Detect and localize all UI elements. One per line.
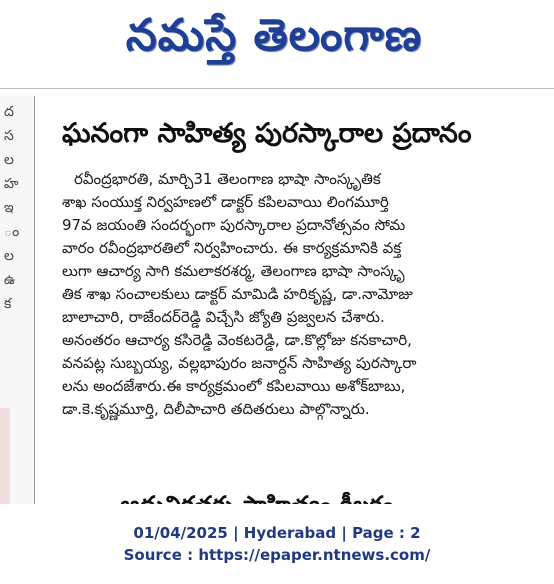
adjacent-column-glyph: ఉ xyxy=(4,272,16,288)
adjacent-column xyxy=(0,96,34,504)
article-line: రవీంద్రభారతి, మార్చి31 తెలంగాణ భాషా సాంస్కృతిక xyxy=(74,170,381,188)
column-divider xyxy=(34,96,35,504)
article-line: 97వ జయంతి సందర్భంగా పురస్కారాల ప్రదానోత్సవం సోమ xyxy=(62,216,406,234)
source-footer xyxy=(0,504,554,584)
article-line: వనపట్ల సుబ్బయ్య, వల్లభాపురం జనార్దన్ సాహిత్య పురస్కారా xyxy=(62,354,417,372)
article-line: అనంతరం ఆచార్య కసిరెడ్డి వెంకటరెడ్డి, డా.కొల్లోజు కనకాచారి, xyxy=(62,331,412,349)
article-headline: ఘనంగా సాహిత్య పురస్కారాల ప్రదానం xyxy=(62,118,472,149)
adjacent-column-glyph: క xyxy=(4,296,12,312)
article-line: లుగా ఆచార్య సాగి కమలాకరశర్మ, తెలంగాణ భాషా సాంస్కృ xyxy=(62,262,405,280)
adjacent-column-glyph: స xyxy=(4,128,14,144)
footer-date-edition: 01/04/2025 | Hyderabad | Page : 2 xyxy=(133,524,421,542)
article-line: బాలాచారి, రాజేందర్‌రెడ్డి విచ్చేసి జ్యోతి ప్రజ్వలన చేశారు. xyxy=(62,308,385,326)
article-line: వారం రవీంద్రభారతిలో నిర్వహించారు. ఈ కార్యక్రమానికి వక్త xyxy=(62,239,402,257)
adjacent-column-glyph: ల xyxy=(4,248,14,264)
adjacent-column-glyph: ఇ xyxy=(4,200,14,216)
adjacent-column-glyph: ం xyxy=(4,224,20,240)
masthead-divider xyxy=(0,88,554,89)
footer-source: Source : https://epaper.ntnews.com/ xyxy=(123,546,431,564)
adjacent-column-glyph: ద xyxy=(4,104,14,120)
adjacent-column-glyph: ల xyxy=(4,152,14,168)
newspaper-masthead: నమస్తే తెలంగాణ xyxy=(125,10,423,61)
article-body xyxy=(62,168,498,421)
next-article-headline-cutoff xyxy=(120,488,440,504)
article-line: శాఖ సంయుక్త నిర్వహణలో డాక్టర్ కపిలవాయి లింగమూర్తి xyxy=(62,193,389,211)
article xyxy=(62,112,498,421)
adjacent-column-glyph: హ xyxy=(4,176,19,192)
article-line: తిక శాఖ సంచాలకులు డాక్టర్ మామిడి హరికృష్ణ, డా.నామోజు xyxy=(62,285,413,303)
article-line: లను అందజేశారు.ఈ కార్యక్రమంలో కపిలవాయి అశోక్‌బాబు, xyxy=(62,377,406,395)
article-line: డా.కె.కృష్ణమూర్తి, దిలీపాచారి తదితరులు పాల్గొన్నారు. xyxy=(62,400,370,418)
adjacent-column-photo-edge xyxy=(0,408,10,518)
